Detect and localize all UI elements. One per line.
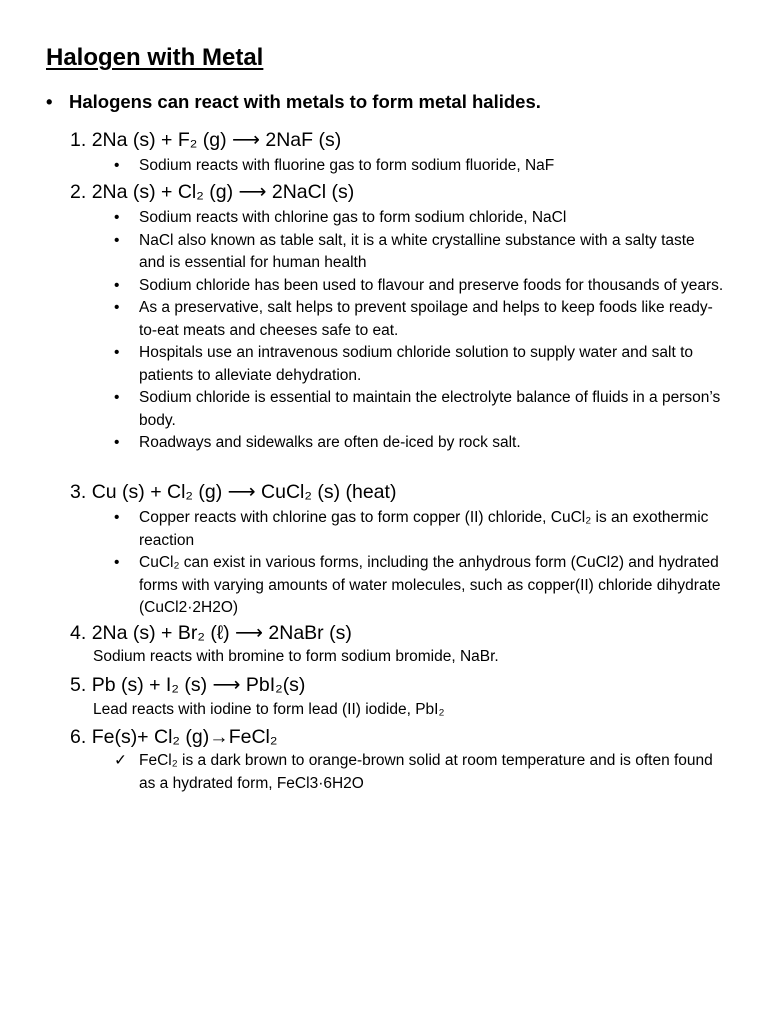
- reaction-6-notes: [114, 750, 724, 795]
- reaction-3-equation: 3. Cu (s) + Cl₂ (g) ⟶ CuCl₂ (s) (heat): [70, 481, 397, 503]
- intro-line: [46, 91, 541, 113]
- list-item: ✓ FeCl₂ is a dark brown to orange-brown solid at room temperature and is often found as a hydrated form, FeCl3·6H2O: [114, 752, 713, 792]
- list-item: • Sodium reacts with chlorine gas to form sodium chloride, NaCl: [114, 207, 724, 230]
- reaction-3-notes: [114, 507, 724, 620]
- list-item: • Sodium reacts with fluorine gas to form sodium fluoride, NaF: [114, 155, 724, 178]
- bullet-icon: •: [114, 389, 120, 406]
- list-item: • Copper reacts with chlorine gas to form copper (II) chloride, CuCl₂ is an exothermic reaction: [114, 509, 709, 549]
- bullet-icon: •: [114, 509, 120, 526]
- bullet-icon: •: [114, 231, 120, 249]
- reaction-5-equation: 5. Pb (s) + I₂ (s) ⟶ PbI₂(s): [70, 674, 306, 696]
- list-item: • As a preservative, salt helps to prevent spoilage and helps to keep foods like ready-to-eat meats and cheeses safe to eat.: [114, 299, 713, 339]
- list-item: • Hospitals use an intravenous sodium chloride solution to supply water and salt to patients to alleviate dehydration.: [114, 344, 694, 384]
- reaction-2-notes: [114, 207, 724, 455]
- reaction-4-equation: 4. 2Na (s) + Br₂ (ℓ) ⟶ 2NaBr (s): [70, 622, 352, 644]
- reaction-2-equation: 2. 2Na (s) + Cl₂ (g) ⟶ 2NaCl (s): [70, 181, 355, 203]
- reaction-1-notes: [114, 155, 724, 178]
- reaction-1-equation: 1. 2Na (s) + F₂ (g) ⟶ 2NaF (s): [70, 129, 342, 151]
- list-item: • CuCl₂ can exist in various forms, including the anhydrous form (CuCl2) and hydrated forms with varying amounts of water molecules, such as copper(II) chloride dihydrate (CuCl2·2H2O): [114, 554, 721, 616]
- bullet-icon: •: [114, 157, 120, 174]
- intro-text: Halogens can react with metals to form metal halides.: [69, 91, 541, 112]
- list-item: • NaCl also known as table salt, it is a white crystalline substance with a salty taste and is essential for human health: [114, 231, 695, 271]
- bullet-icon: •: [114, 344, 120, 361]
- bullet-icon: •: [114, 276, 120, 294]
- reaction-5-note: Lead reacts with iodine to form lead (II) iodide, PbI₂: [93, 701, 445, 718]
- page-title: Halogen with Metal: [46, 44, 264, 71]
- check-icon: ✓: [114, 752, 127, 769]
- list-item: • Sodium chloride has been used to flavour and preserve foods for thousands of years.: [114, 275, 724, 298]
- list-item: • Sodium chloride is essential to maintain the electrolyte balance of fluids in a person’s body.: [114, 389, 721, 429]
- bullet-icon: •: [114, 554, 120, 571]
- bullet-icon: •: [114, 434, 120, 451]
- reaction-6-equation: 6. Fe(s)+ Cl₂ (g)→FeCl₂: [70, 726, 278, 748]
- list-item: • Roadways and sidewalks are often de-iced by rock salt.: [114, 432, 724, 455]
- bullet-icon: •: [114, 299, 120, 316]
- reaction-4-note: Sodium reacts with bromine to form sodium bromide, NaBr.: [93, 648, 499, 665]
- bullet-icon: •: [114, 209, 120, 226]
- bullet-icon: •: [46, 91, 53, 112]
